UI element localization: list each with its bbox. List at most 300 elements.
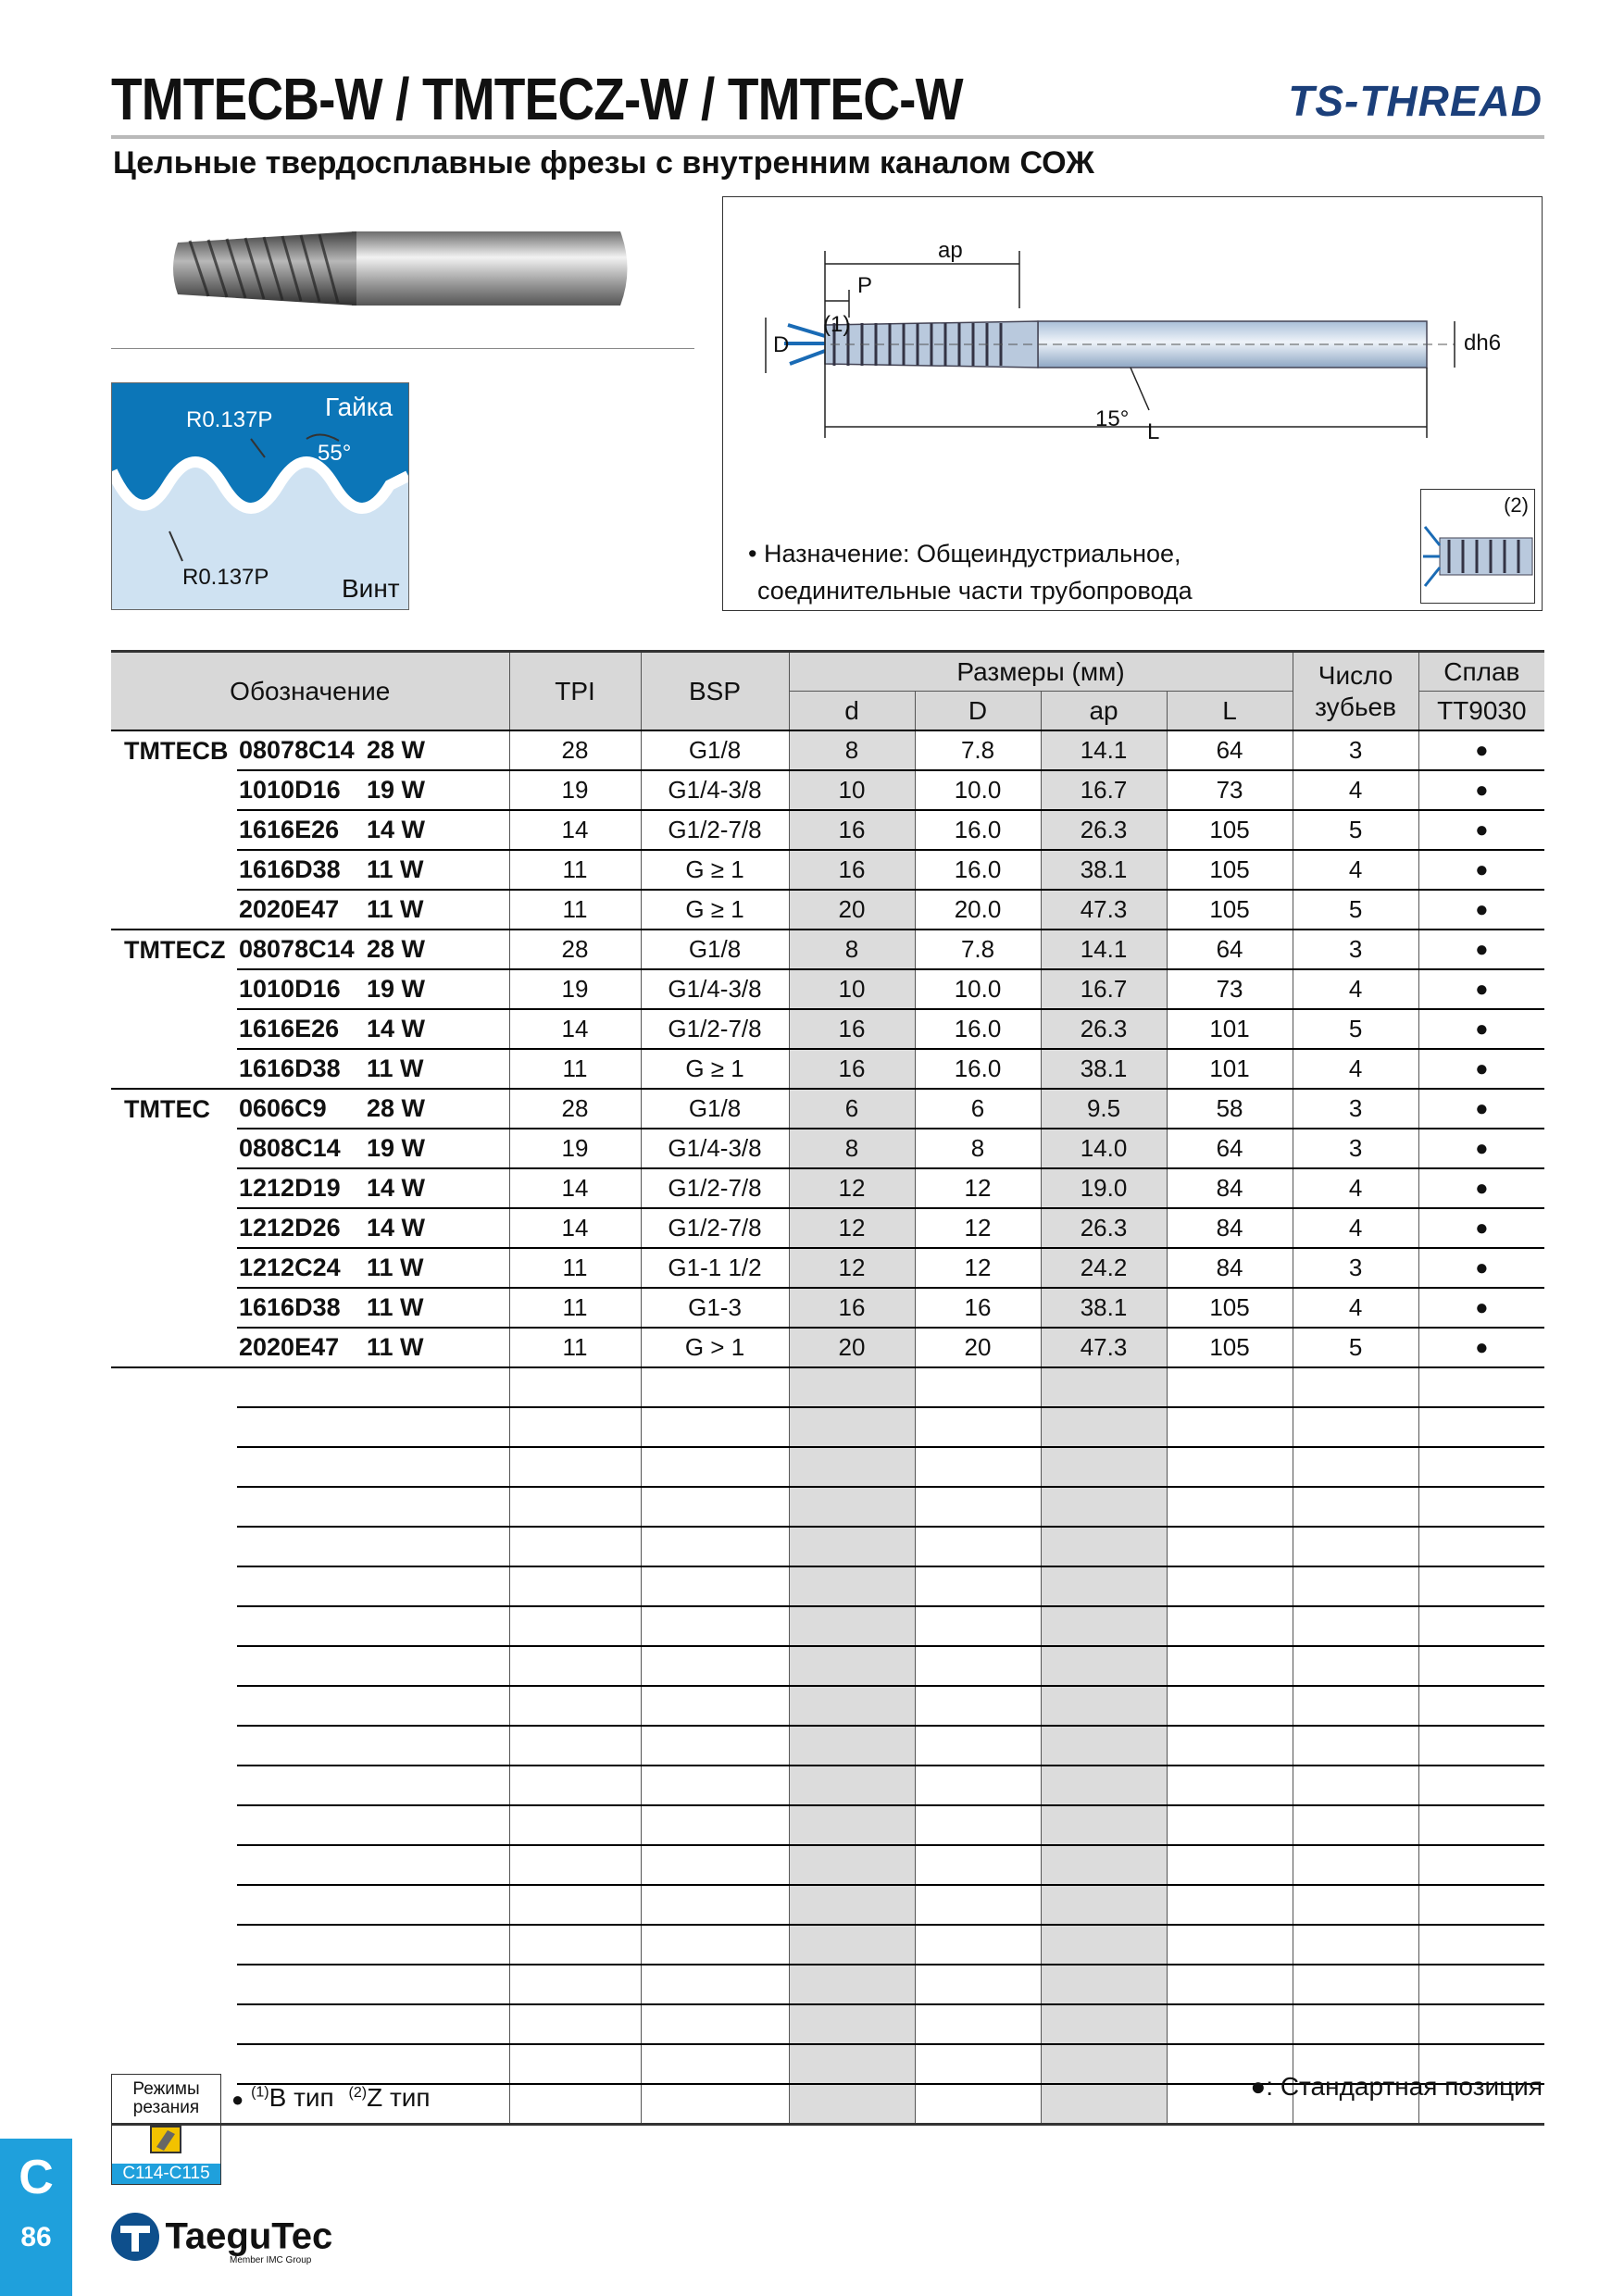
cell-ap: 26.3 [1041, 810, 1167, 850]
row-designation [237, 1089, 509, 1129]
empty-cell [1293, 1845, 1418, 1885]
empty-cell [111, 1646, 237, 1686]
row-code: 0606C9 [239, 1094, 327, 1122]
cell-bsp: G1/8 [641, 930, 789, 969]
empty-cell [509, 1646, 641, 1686]
row-suffix: 11 W [367, 1254, 424, 1281]
table-row [111, 770, 1544, 810]
empty-cell [509, 1925, 641, 1965]
row-suffix: 28 W [367, 935, 426, 963]
empty-cell [1418, 1885, 1544, 1925]
cell-L: 84 [1167, 1248, 1293, 1288]
row-designation [237, 1168, 509, 1208]
empty-cell [641, 2084, 789, 2125]
cell-tt: ● [1418, 1248, 1544, 1288]
empty-cell [111, 1447, 237, 1487]
empty-row [111, 1885, 1544, 1925]
empty-cell [641, 1606, 789, 1646]
empty-cell [111, 1487, 237, 1527]
cell-L: 64 [1167, 1129, 1293, 1168]
product-table [111, 650, 1544, 2126]
empty-row [111, 1527, 1544, 1566]
table-row [111, 969, 1544, 1009]
empty-row [111, 1845, 1544, 1885]
table-row [111, 730, 1544, 770]
cell-tt: ● [1418, 1168, 1544, 1208]
page-subtitle: Цельные твердосплавные фрезы с внутренним каналом СОЖ [113, 145, 1094, 181]
row-code: 0808C14 [239, 1134, 341, 1162]
cell-L: 105 [1167, 1288, 1293, 1328]
empty-cell [509, 1686, 641, 1726]
cell-tt: ● [1418, 770, 1544, 810]
empty-cell [1041, 1606, 1167, 1646]
cell-L: 73 [1167, 969, 1293, 1009]
type2-mark: (2) [348, 2084, 368, 2101]
cell-ap: 38.1 [1041, 850, 1167, 890]
table-row [111, 810, 1544, 850]
empty-cell [237, 1726, 509, 1766]
cell-tpi: 11 [509, 1049, 641, 1089]
empty-cell [1167, 1805, 1293, 1845]
empty-cell [1041, 1726, 1167, 1766]
empty-row [111, 1367, 1544, 1407]
empty-cell [237, 1845, 509, 1885]
empty-cell [1418, 1566, 1544, 1606]
cutting-modes-box[interactable] [111, 2074, 221, 2185]
empty-cell [1418, 1646, 1544, 1686]
table-row [111, 1208, 1544, 1248]
cell-bsp: G ≥ 1 [641, 1049, 789, 1089]
empty-cell [641, 1885, 789, 1925]
cell-tt: ● [1418, 1089, 1544, 1129]
row-code: 1010D16 [239, 776, 341, 804]
empty-cell [641, 1766, 789, 1805]
empty-cell [789, 1686, 915, 1726]
row-prefix [111, 1009, 237, 1049]
cell-tt: ● [1418, 1009, 1544, 1049]
empty-cell [915, 1686, 1041, 1726]
pitch-label: P [857, 273, 873, 298]
row-designation [237, 850, 509, 890]
empty-cell [1041, 1805, 1167, 1845]
row-designation [237, 1328, 509, 1367]
empty-cell [1293, 1686, 1418, 1726]
purpose-text [748, 535, 1193, 609]
coolant-outlet-label-2: (2) [1504, 493, 1529, 517]
table-row [111, 1009, 1544, 1049]
empty-cell [915, 2004, 1041, 2044]
empty-cell [641, 1845, 789, 1885]
cell-ap: 19.0 [1041, 1168, 1167, 1208]
empty-cell [237, 2004, 509, 2044]
cell-ap: 14.1 [1041, 930, 1167, 969]
row-suffix: 11 W [367, 895, 424, 923]
row-suffix: 28 W [367, 1094, 426, 1122]
row-code: 2020E47 [239, 895, 340, 923]
cell-D: 20 [915, 1328, 1041, 1367]
empty-cell [509, 2044, 641, 2084]
empty-cell [111, 1527, 237, 1566]
row-prefix [111, 1328, 237, 1367]
empty-row [111, 1925, 1544, 1965]
row-designation [237, 1009, 509, 1049]
cell-d: 16 [789, 1009, 915, 1049]
empty-cell [641, 1367, 789, 1407]
cell-bsp: G1-1 1/2 [641, 1248, 789, 1288]
empty-row [111, 2004, 1544, 2044]
empty-cell [1418, 1766, 1544, 1805]
cell-bsp: G1/8 [641, 1089, 789, 1129]
standard-position-note: ●: Стандартная позиция [1250, 2072, 1543, 2101]
empty-cell [641, 1646, 789, 1686]
screw-label: Винт [342, 574, 400, 603]
empty-cell [237, 1447, 509, 1487]
cell-z: 4 [1293, 969, 1418, 1009]
cell-tpi: 19 [509, 969, 641, 1009]
taegutec-logo [109, 2211, 332, 2265]
cell-tpi: 19 [509, 1129, 641, 1168]
cell-tpi: 11 [509, 850, 641, 890]
empty-cell [509, 1527, 641, 1566]
empty-cell [111, 1845, 237, 1885]
empty-cell [237, 1407, 509, 1447]
cell-D: 16.0 [915, 850, 1041, 890]
cell-tpi: 11 [509, 890, 641, 930]
row-suffix: 11 W [367, 1333, 424, 1361]
section-letter: C [19, 2151, 54, 2204]
empty-cell [237, 1487, 509, 1527]
empty-cell [789, 1407, 915, 1447]
empty-cell [915, 2044, 1041, 2084]
row-designation [237, 1049, 509, 1089]
empty-cell [1041, 1407, 1167, 1447]
empty-cell [1041, 1965, 1167, 2004]
cell-d: 8 [789, 930, 915, 969]
empty-cell [111, 2004, 237, 2044]
cell-z: 5 [1293, 810, 1418, 850]
empty-cell [1418, 1367, 1544, 1407]
empty-cell [1418, 1805, 1544, 1845]
cell-ap: 38.1 [1041, 1288, 1167, 1328]
brand-logo-ts-thread: TS-THREAD [1288, 77, 1543, 125]
empty-cell [1418, 1527, 1544, 1566]
purpose-line-2: соединительные части трубопровода [757, 577, 1193, 605]
table-row [111, 890, 1544, 930]
empty-cell [1293, 1885, 1418, 1925]
empty-cell [915, 1805, 1041, 1845]
empty-cell [1418, 1487, 1544, 1527]
photo-divider [111, 348, 694, 349]
cell-bsp: G1/4-3/8 [641, 969, 789, 1009]
empty-row [111, 1646, 1544, 1686]
cell-D: 10.0 [915, 969, 1041, 1009]
cell-tt: ● [1418, 890, 1544, 930]
empty-cell [1167, 1527, 1293, 1566]
empty-cell [1167, 1487, 1293, 1527]
empty-cell [237, 1367, 509, 1407]
cell-z: 3 [1293, 730, 1418, 770]
coolant-outlet-label-1: (1) [823, 312, 851, 337]
empty-cell [509, 1965, 641, 2004]
col-grade: TT9030 [1418, 692, 1544, 731]
empty-cell [1293, 1527, 1418, 1566]
cell-D: 16.0 [915, 1049, 1041, 1089]
cell-D: 7.8 [915, 730, 1041, 770]
empty-cell [641, 1527, 789, 1566]
cell-z: 3 [1293, 1248, 1418, 1288]
cell-bsp: G1/4-3/8 [641, 770, 789, 810]
empty-cell [1167, 1965, 1293, 2004]
row-designation [237, 890, 509, 930]
cell-z: 5 [1293, 1009, 1418, 1049]
cell-tt: ● [1418, 1049, 1544, 1089]
row-code: 1616D38 [239, 855, 341, 883]
empty-cell [111, 1726, 237, 1766]
empty-cell [915, 1845, 1041, 1885]
empty-cell [789, 1367, 915, 1407]
cell-z: 4 [1293, 770, 1418, 810]
taegutec-logo-icon [109, 2211, 161, 2263]
empty-cell [915, 1766, 1041, 1805]
empty-row [111, 1766, 1544, 1805]
table-row [111, 1129, 1544, 1168]
empty-cell [1293, 1447, 1418, 1487]
table-row [111, 1089, 1544, 1129]
ap-label: ap [938, 238, 963, 263]
empty-cell [641, 1686, 789, 1726]
empty-cell [237, 2044, 509, 2084]
col-L: L [1167, 692, 1293, 731]
row-prefix [111, 969, 237, 1009]
row-code: 1212D26 [239, 1214, 341, 1242]
angle-15-label: 15° [1095, 406, 1130, 431]
empty-cell [237, 1766, 509, 1805]
cell-d: 20 [789, 890, 915, 930]
cell-L: 58 [1167, 1089, 1293, 1129]
empty-cell [509, 1845, 641, 1885]
cell-tt: ● [1418, 1129, 1544, 1168]
empty-cell [789, 1527, 915, 1566]
empty-cell [789, 1447, 915, 1487]
cutting-modes-pages: C114-C115 [112, 2164, 220, 2184]
empty-cell [1293, 1566, 1418, 1606]
empty-cell [509, 1407, 641, 1447]
empty-cell [1167, 1367, 1293, 1407]
empty-cell [237, 1885, 509, 1925]
empty-cell [111, 1885, 237, 1925]
table-row [111, 1168, 1544, 1208]
empty-cell [1041, 1845, 1167, 1885]
cutting-modes-icon [147, 2123, 184, 2156]
empty-cell [641, 1925, 789, 1965]
empty-cell [237, 1566, 509, 1606]
empty-cell [1041, 1527, 1167, 1566]
cell-z: 5 [1293, 890, 1418, 930]
cell-tpi: 14 [509, 810, 641, 850]
empty-cell [111, 1606, 237, 1646]
empty-cell [1418, 1606, 1544, 1646]
shank-diameter-label: dh6 [1464, 331, 1502, 356]
cell-D: 10.0 [915, 770, 1041, 810]
cell-d: 12 [789, 1168, 915, 1208]
empty-cell [1293, 1965, 1418, 2004]
empty-cell [237, 1606, 509, 1646]
cell-ap: 47.3 [1041, 890, 1167, 930]
empty-cell [789, 1566, 915, 1606]
tool-photo [167, 222, 639, 315]
empty-cell [1167, 1726, 1293, 1766]
cell-D: 8 [915, 1129, 1041, 1168]
empty-cell [915, 1925, 1041, 1965]
empty-cell [1167, 1686, 1293, 1726]
empty-cell [1167, 1766, 1293, 1805]
cell-ap: 14.1 [1041, 730, 1167, 770]
row-code: 1616D38 [239, 1293, 341, 1321]
empty-cell [1041, 1487, 1167, 1527]
row-code: 2020E47 [239, 1333, 340, 1361]
empty-cell [641, 1407, 789, 1447]
empty-cell [915, 1726, 1041, 1766]
row-designation [237, 730, 509, 770]
empty-cell [641, 2004, 789, 2044]
cell-d: 10 [789, 969, 915, 1009]
empty-cell [789, 2044, 915, 2084]
empty-cell [641, 1447, 789, 1487]
cell-d: 8 [789, 730, 915, 770]
cell-tt: ● [1418, 730, 1544, 770]
empty-cell [111, 1805, 237, 1845]
empty-row [111, 1965, 1544, 2004]
cell-tpi: 19 [509, 770, 641, 810]
cell-D: 7.8 [915, 930, 1041, 969]
cell-tpi: 28 [509, 730, 641, 770]
empty-cell [1167, 1925, 1293, 1965]
row-designation [237, 1208, 509, 1248]
cell-L: 84 [1167, 1208, 1293, 1248]
row-code: 08078C14 [239, 736, 355, 764]
cutting-modes-label: Режимы резания [132, 2079, 200, 2117]
table-row [111, 1248, 1544, 1288]
empty-cell [1167, 1447, 1293, 1487]
empty-cell [1167, 1646, 1293, 1686]
cell-tt: ● [1418, 930, 1544, 969]
row-designation [237, 969, 509, 1009]
empty-cell [1041, 1447, 1167, 1487]
empty-cell [1293, 2004, 1418, 2044]
row-code: 1212C24 [239, 1254, 341, 1281]
empty-cell [509, 1367, 641, 1407]
empty-row [111, 1805, 1544, 1845]
cell-tpi: 11 [509, 1328, 641, 1367]
empty-cell [1418, 1965, 1544, 2004]
empty-cell [641, 1805, 789, 1845]
cell-L: 105 [1167, 890, 1293, 930]
empty-cell [237, 1925, 509, 1965]
cell-d: 20 [789, 1328, 915, 1367]
cell-tpi: 14 [509, 1168, 641, 1208]
row-suffix: 11 W [367, 1293, 424, 1321]
col-d: d [789, 692, 915, 731]
cell-ap: 26.3 [1041, 1009, 1167, 1049]
empty-cell [237, 1686, 509, 1726]
empty-cell [1418, 1726, 1544, 1766]
row-prefix [111, 1168, 237, 1208]
cell-tpi: 14 [509, 1208, 641, 1248]
empty-cell [641, 1965, 789, 2004]
empty-cell [111, 1566, 237, 1606]
row-designation [237, 810, 509, 850]
cell-d: 16 [789, 1288, 915, 1328]
cell-d: 16 [789, 850, 915, 890]
cell-bsp: G1/2-7/8 [641, 810, 789, 850]
empty-cell [1418, 2004, 1544, 2044]
cell-ap: 24.2 [1041, 1248, 1167, 1288]
empty-cell [915, 1527, 1041, 1566]
cell-bsp: G ≥ 1 [641, 850, 789, 890]
row-prefix [111, 850, 237, 890]
cell-L: 64 [1167, 730, 1293, 770]
empty-cell [915, 1407, 1041, 1447]
cell-D: 12 [915, 1208, 1041, 1248]
table-row [111, 1328, 1544, 1367]
empty-cell [509, 1805, 641, 1845]
empty-cell [1418, 1407, 1544, 1447]
cell-L: 105 [1167, 810, 1293, 850]
row-suffix: 19 W [367, 975, 426, 1003]
cell-d: 12 [789, 1208, 915, 1248]
empty-row [111, 1726, 1544, 1766]
empty-cell [1041, 2044, 1167, 2084]
row-suffix: 14 W [367, 816, 426, 843]
row-code: 08078C14 [239, 935, 355, 963]
empty-cell [789, 1726, 915, 1766]
length-label: L [1147, 419, 1160, 444]
empty-row [111, 1487, 1544, 1527]
cell-bsp: G1-3 [641, 1288, 789, 1328]
empty-cell [915, 1885, 1041, 1925]
row-suffix: 19 W [367, 776, 426, 804]
cell-L: 64 [1167, 930, 1293, 969]
empty-cell [1167, 2004, 1293, 2044]
empty-cell [789, 1845, 915, 1885]
cell-z: 4 [1293, 850, 1418, 890]
row-designation [237, 1248, 509, 1288]
empty-cell [1167, 1566, 1293, 1606]
empty-cell [789, 1487, 915, 1527]
empty-cell [789, 1925, 915, 1965]
row-designation [237, 930, 509, 969]
empty-cell [915, 1367, 1041, 1407]
cell-z: 5 [1293, 1328, 1418, 1367]
empty-cell [915, 1965, 1041, 2004]
z-type-inset [1420, 489, 1535, 604]
empty-cell [1041, 1885, 1167, 1925]
cell-bsp: G ≥ 1 [641, 890, 789, 930]
empty-cell [1418, 1447, 1544, 1487]
empty-cell [1041, 1566, 1167, 1606]
col-D: D [915, 692, 1041, 731]
empty-row [111, 1447, 1544, 1487]
type1-mark: (1) [251, 2084, 269, 2101]
empty-cell [1167, 1407, 1293, 1447]
empty-cell [509, 1766, 641, 1805]
empty-cell [1293, 1925, 1418, 1965]
empty-cell [1293, 1646, 1418, 1686]
empty-cell [789, 1646, 915, 1686]
cell-tpi: 11 [509, 1288, 641, 1328]
empty-cell [641, 1487, 789, 1527]
cell-z: 4 [1293, 1288, 1418, 1328]
